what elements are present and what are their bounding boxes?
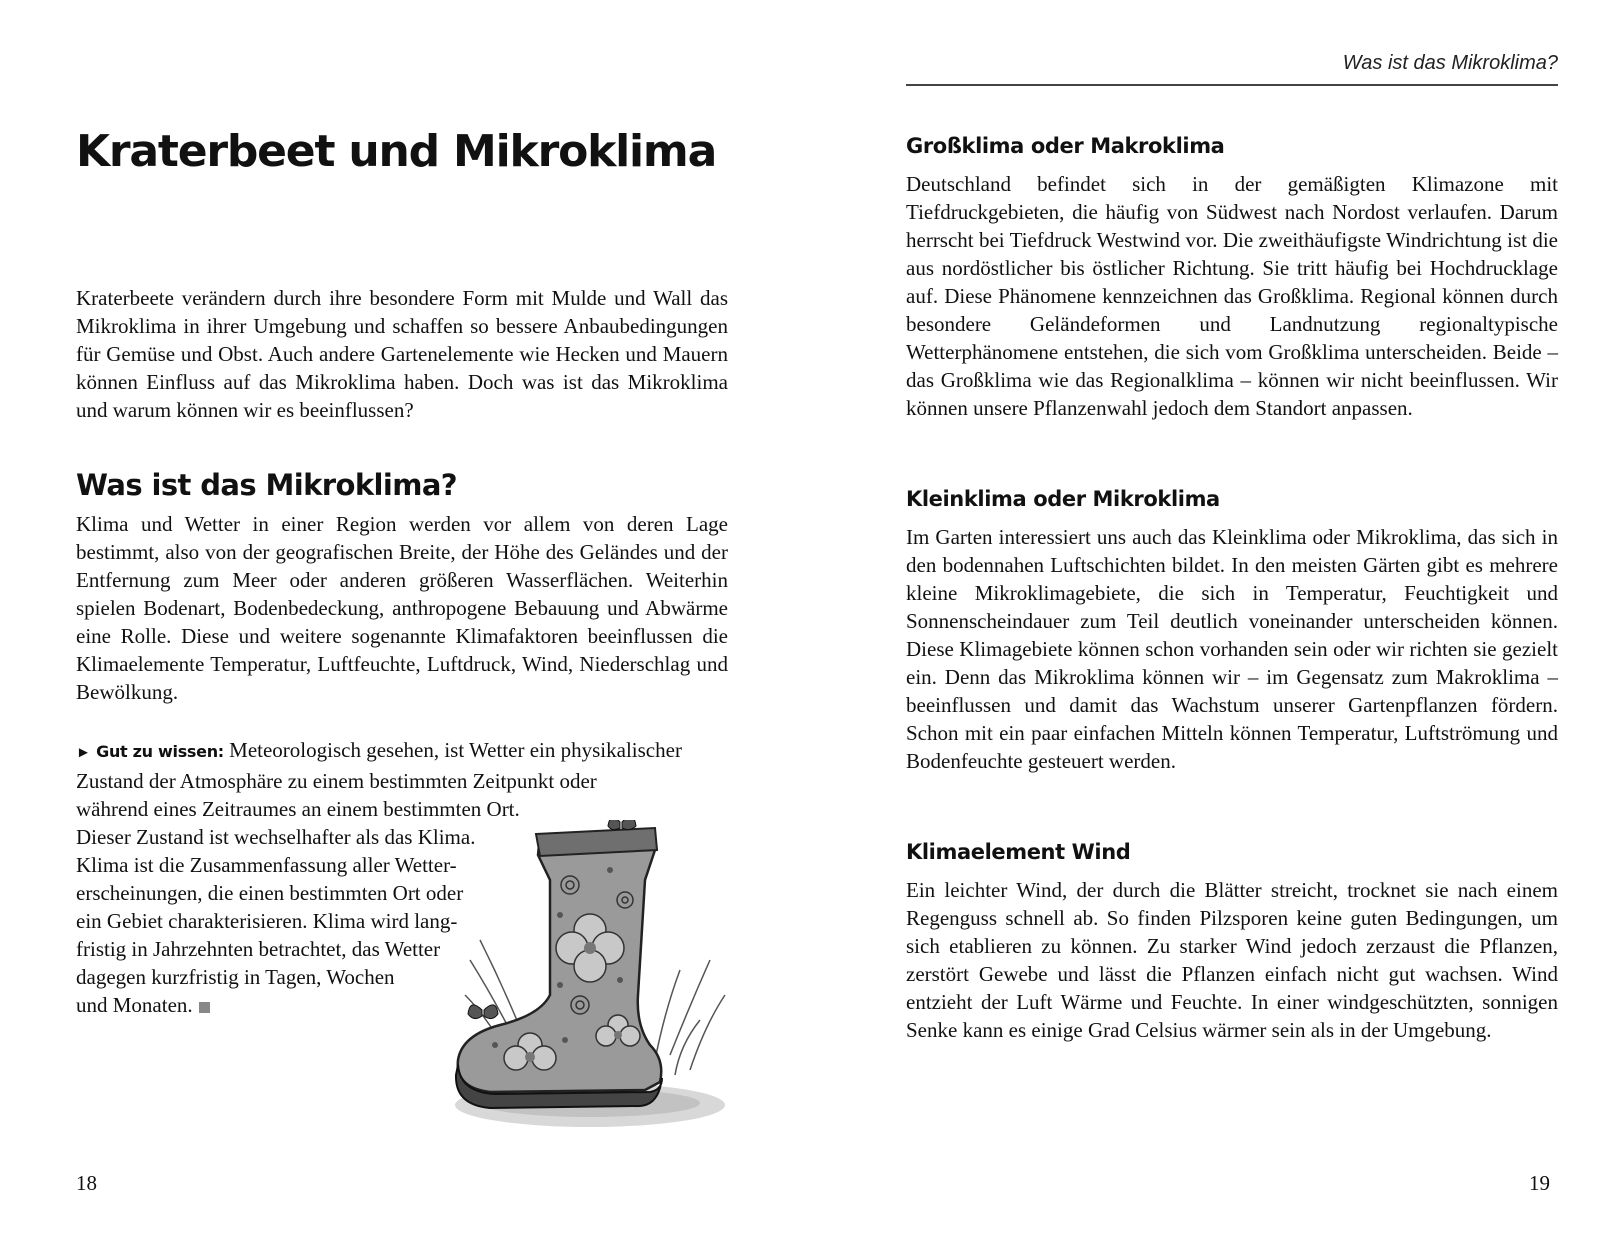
page-number: 18 <box>76 1171 97 1195</box>
running-head: Was ist das Mikroklima? <box>1342 52 1558 74</box>
intro-paragraph: Kraterbeete verändern durch ihre besondere Form mit Mulde und Wall das Mikroklima in ihrer Umgebung und schaffen so bessere Anbaubedingungen für Gemüse und Obst. Auch andere Gartenelemente wie Hecken und Mauern können Einfluss auf das Mikroklima haben. Doch was ist das Mikroklima und warum können wir es beeinflussen? <box>76 286 728 422</box>
note-line: fristig in Jahrzehnten betrachtet, das Wetter <box>76 937 441 961</box>
right-page <box>809 0 1618 1240</box>
note-line: Zustand der Atmosphäre zu einem bestimmten Zeitpunkt oder <box>76 769 597 793</box>
rubber-boot-illustration <box>450 820 750 1150</box>
subheading-grossklima: Großklima oder Makroklima <box>906 134 1225 158</box>
note-line: dagegen kurzfristig in Tagen, Wochen <box>76 965 395 989</box>
section-paragraph: Klima und Wetter in einer Region werden vor allem von deren Lage bestimmt, also von der geografischen Breite, der Höhe des Geländes und der Entfernung zum Meer oder anderen größeren Wasserflächen. Weiterhin spielen Bodenart, Bodenbedeckung, anthropogene Bebauung und Abwärme eine Rolle. Diese und weitere sogenannte Klimafaktoren beeinflussen die Klimaelemente Temperatur, Luftfeuchte, Luftdruck, Wind, Niederschlag und Bewölkung. <box>76 512 728 704</box>
note-line-text: Meteorologisch gesehen, ist Wetter ein physikalischer <box>229 738 682 762</box>
subheading-kleinklima: Kleinklima oder Mikroklima <box>906 487 1220 511</box>
section-title: Was ist das Mikroklima? <box>76 468 458 502</box>
note-line: Klima ist die Zusammenfassung aller Wetter- <box>76 853 457 877</box>
header-rule <box>906 84 1558 86</box>
triangle-right-icon: ► <box>76 745 91 761</box>
note-line: ein Gebiet charakterisieren. Klima wird lang- <box>76 909 458 933</box>
note-line: Dieser Zustand ist wechselhafter als das Klima. <box>76 825 476 849</box>
note-label: Gut zu wissen: <box>96 742 224 761</box>
note-line: erscheinungen, die einen bestimmten Ort oder <box>76 881 464 905</box>
subheading-wind: Klimaelement Wind <box>906 840 1131 864</box>
page-number: 19 <box>1529 1171 1550 1195</box>
square-end-icon <box>199 1002 210 1013</box>
paragraph-kleinklima: Im Garten interessiert uns auch das Kleinklima oder Mikroklima, das sich in den bodennahen Luftschichten bildet. In den meisten Gärten gibt es mehrere kleine Mikroklimagebiete, die sich in Temperatur, Feuchtigkeit und Sonnenscheindauer zum Teil deutlich voneinander unterscheiden können. Diese Klimagebiete können schon vorhanden sein oder wir richten sie gezielt ein. Denn das Mikroklima können wir – im Gegensatz zum Makroklima – beeinflussen und damit das Wachstum unserer Gartenpflanzen fördern. Schon mit ein paar einfachen Mitteln können Temperatur, Luftströmung und Bodenfeuchte gesteuert werden. <box>906 525 1558 773</box>
note-line-text: und Monaten. <box>76 993 193 1017</box>
note-line <box>76 736 736 767</box>
paragraph-wind: Ein leichter Wind, der durch die Blätter streicht, trocknet sie nach einem Regenguss schnell ab. So finden Pilzsporen keine guten Bedingungen, um sich etablieren zu können. Zu starker Wind jedoch zerzaust die Pflanzen, zerstört Gewebe und lässt die Pflanzen einfach nicht gut wachsen. Wind entzieht der Luft Wärme und Feuchte. In einer windgeschützten, sonnigen Senke kann es einige Grad Celsius wärmer sein als in der Umgebung. <box>906 878 1558 1042</box>
note-line: während eines Zeitraumes an einem bestimmten Ort. <box>76 797 520 821</box>
chapter-title: Kraterbeet und Mikroklima <box>76 126 717 177</box>
paragraph-grossklima: Deutschland befindet sich in der gemäßigten Klimazone mit Tiefdruckgebieten, die häufig von Südwest nach Nordost verlaufen. Darum herrscht bei Tiefdruck Westwind vor. Die zweithäufigste Windrichtung ist die aus nordöstlicher bis östlicher Richtung. Sie tritt häufig bei Hochdrucklage auf. Diese Phänomene kennzeichnen das Großklima. Regional können durch besondere Geländeformen und Landnutzung regionaltypische Wetterphänomene entstehen, die sich vom Großklima unterscheiden. Beide – das Großklima wie das Regionalklima – können wir nicht beeinflussen. Wir können unsere Pflanzenwahl jedoch dem Standort anpassen. <box>906 172 1558 420</box>
